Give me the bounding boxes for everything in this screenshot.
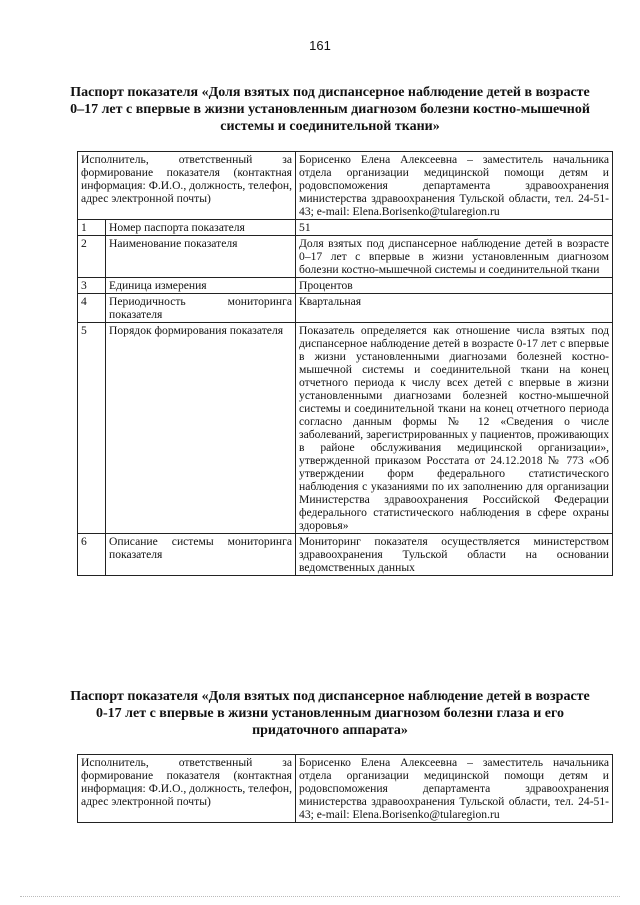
- executor-value: Борисенко Елена Алексеевна – заместитель начальника отдела организации медицинской помощи детям и родовспоможения департамента здравоохранения министерства здравоохранения Тульской области, тел. 24-51-43; e-mail: Elena.Borisenko@tularegion.ru: [296, 755, 613, 823]
- table-row: [78, 278, 613, 294]
- table-row-executor: [78, 152, 613, 220]
- row-number: 6: [78, 534, 106, 576]
- executor-label: Исполнитель, ответственный за формирование показателя (контактная информация: Ф.И.О., должность, телефон, адрес электронной почты): [78, 152, 296, 220]
- page-number: 161: [309, 38, 331, 53]
- passport-table-1: [77, 151, 613, 576]
- row-label: Порядок формирования показателя: [106, 323, 296, 534]
- passport-table-2: [77, 754, 613, 823]
- row-value: Квартальная: [296, 294, 613, 323]
- row-number: 1: [78, 220, 106, 236]
- table-row-executor: [78, 755, 613, 823]
- row-number: 5: [78, 323, 106, 534]
- executor-label: Исполнитель, ответственный за формирование показателя (контактная информация: Ф.И.О., должность, телефон, адрес электронной почты): [78, 755, 296, 823]
- row-label: Периодичность мониторинга показателя: [106, 294, 296, 323]
- row-label: Описание системы мониторинга показателя: [106, 534, 296, 576]
- row-number: 2: [78, 236, 106, 278]
- passport-title-1: Паспорт показателя «Доля взятых под диспансерное наблюдение детей в возрасте 0–17 лет с впервые в жизни установленным диагнозом болезни костно-мышечной системы и соединительной ткани»: [70, 85, 590, 134]
- table-row: [78, 220, 613, 236]
- table-row: [78, 294, 613, 323]
- row-label: Наименование показателя: [106, 236, 296, 278]
- row-value: Доля взятых под диспансерное наблюдение детей в возрасте 0–17 лет с впервые в жизни установленным диагнозом болезни костно-мышечной системы и соединительной ткани: [296, 236, 613, 278]
- row-number: 3: [78, 278, 106, 294]
- table-row: [78, 323, 613, 534]
- row-value: Процентов: [296, 278, 613, 294]
- row-value: Показатель определяется как отношение числа взятых под диспансерное наблюдение детей в возрасте 0-17 лет с впервые в жизни установленными диагнозами болезней костно-мышечной системы и соединительной ткани на конец отчетного периода к числу всех детей с впервые в жизни установленными диагнозами болезней костно-мышечной системы и соединительной ткани на конец отчетного периода согласно данным формы № 12 «Сведения о числе заболеваний, зарегистрированных у пациентов, проживающих в районе обслуживания медицинской организации», утвержденной приказом Росстата от 24.12.2018 № 773 «Об утверждении форм федерального статистического наблюдения с указаниями по их заполнению для организации Министерства здравоохранения Российской Федерации федерального статистического наблюдения в сфере охраны здоровья»: [296, 323, 613, 534]
- row-number: 4: [78, 294, 106, 323]
- scan-edge-divider: [20, 896, 620, 898]
- row-value: Мониторинг показателя осуществляется министерством здравоохранения Тульской области на основании ведомственных данных: [296, 534, 613, 576]
- row-label: Номер паспорта показателя: [106, 220, 296, 236]
- table-row: [78, 534, 613, 576]
- executor-value: Борисенко Елена Алексеевна – заместитель начальника отдела организации медицинской помощи детям и родовспоможения департамента здравоохранения министерства здравоохранения Тульской области, тел. 24-51-43; e-mail: Elena.Borisenko@tularegion.ru: [296, 152, 613, 220]
- row-label: Единица измерения: [106, 278, 296, 294]
- row-value: 51: [296, 220, 613, 236]
- passport-title-2: Паспорт показателя «Доля взятых под диспансерное наблюдение детей в возрасте 0-17 лет с впервые в жизни установленным диагнозом болезни глаза и его придаточного аппарата»: [70, 689, 590, 738]
- table-row: [78, 236, 613, 278]
